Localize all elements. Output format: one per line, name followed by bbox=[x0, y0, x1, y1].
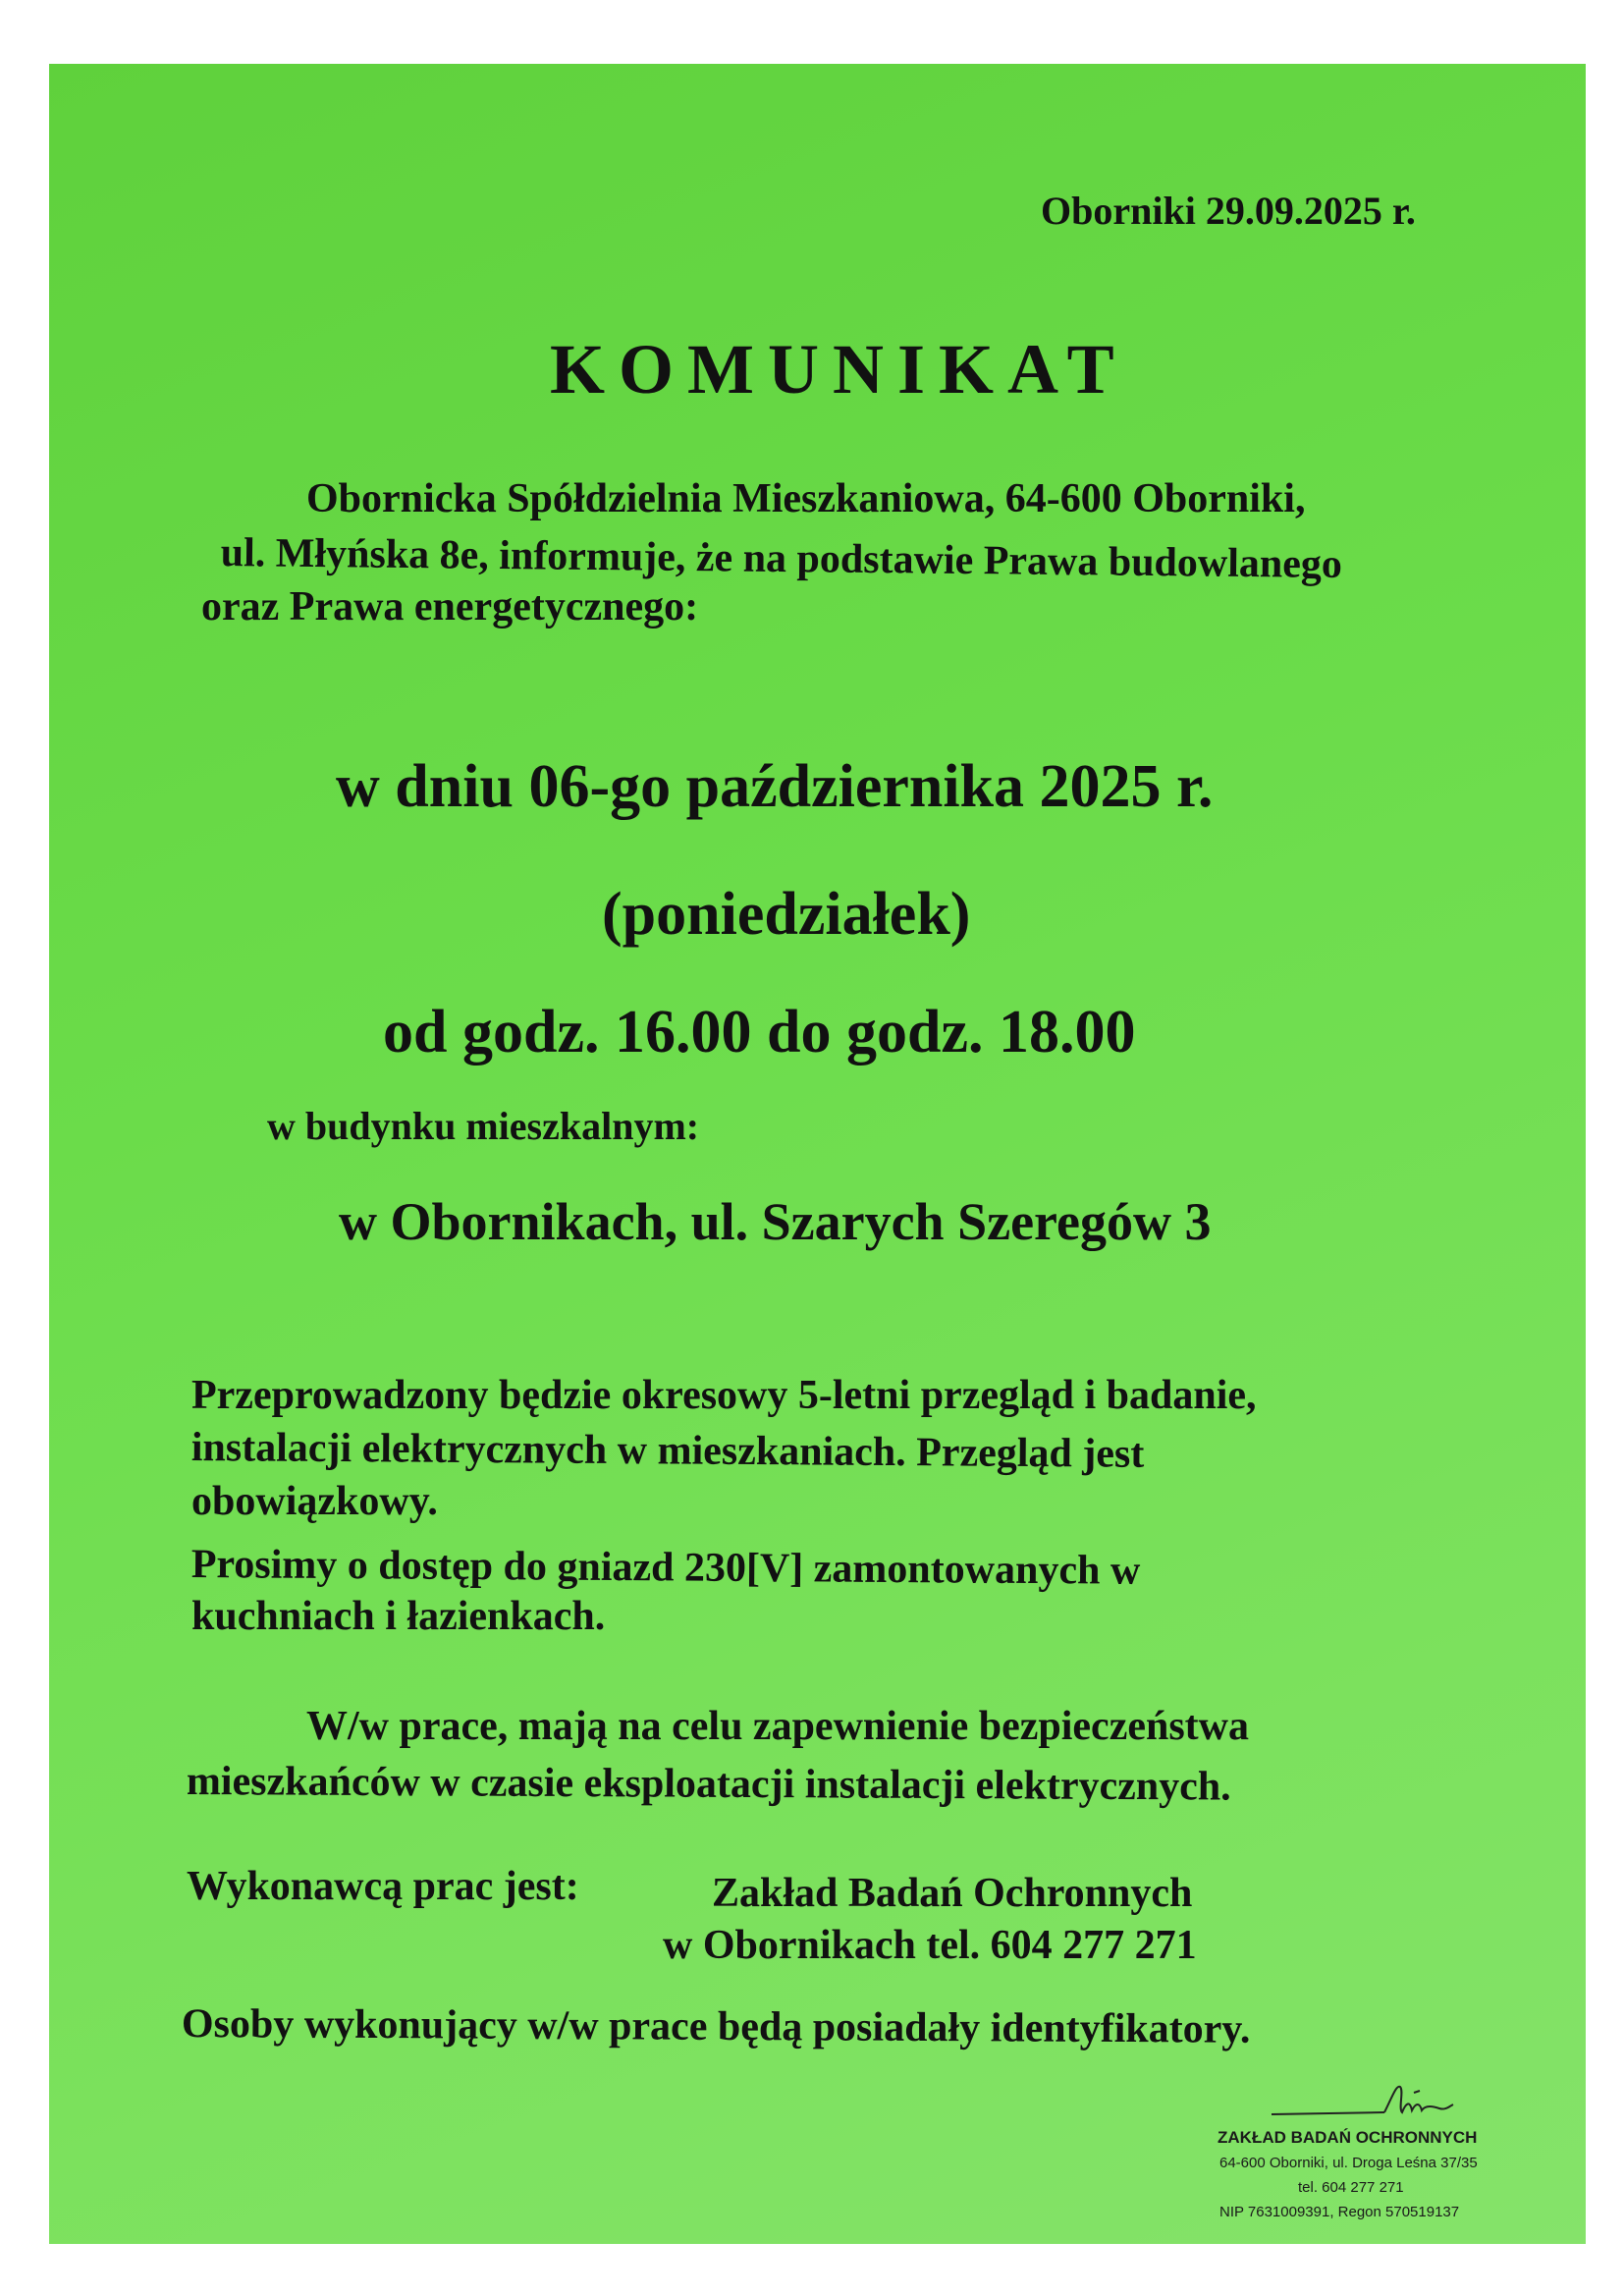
body-line: W/w prace, mają na celu zapewnienie bezpieczeństwa bbox=[306, 1704, 1249, 1749]
intro-line: Obornicka Spółdzielnia Mieszkaniowa, 64-600 Oborniki, bbox=[306, 476, 1306, 521]
signature-icon bbox=[1267, 2077, 1463, 2126]
body-line: Prosimy o dostęp do gniazd 230[V] zamontowanych w bbox=[190, 1542, 1141, 1594]
body-line: mieszkańców w czasie eksploatacji instalacji elektrycznych. bbox=[186, 1759, 1231, 1810]
intro-line: oraz Prawa energetycznego: bbox=[201, 584, 699, 629]
body-line: kuchniach i łazienkach. bbox=[191, 1594, 606, 1639]
intro-line: ul. Młyńska 8e, informuje, że na podstawie Prawa budowlanego bbox=[220, 530, 1343, 587]
contractor-name: Zakład Badań Ochronnych bbox=[712, 1871, 1193, 1916]
building-address: w Obornikach, ul. Szarych Szeregów 3 bbox=[339, 1192, 1212, 1251]
body-line: Przeprowadzony będzie okresowy 5-letni przegląd i badanie, bbox=[191, 1373, 1257, 1418]
green-notice-sheet bbox=[49, 64, 1586, 2244]
company-stamp bbox=[1178, 2077, 1551, 2244]
identification-note: Osoby wykonujący w/w prace będą posiadały identyfikatory. bbox=[181, 2001, 1251, 2052]
contractor-address-phone: w Obornikach tel. 604 277 271 bbox=[663, 1923, 1197, 1968]
body-line: instalacji elektrycznych w mieszkaniach. Przegląd jest bbox=[190, 1425, 1145, 1477]
stamp-phone: tel. 604 277 271 bbox=[1298, 2179, 1404, 2196]
contractor-label: Wykonawcą prac jest: bbox=[187, 1864, 579, 1909]
stamp-company: ZAKŁAD BADAŃ OCHRONNYCH bbox=[1218, 2128, 1478, 2147]
body-line: obowiązkowy. bbox=[191, 1479, 438, 1524]
document-title: KOMUNIKAT bbox=[550, 330, 1128, 409]
document-date: Oborniki 29.09.2025 r. bbox=[1041, 189, 1416, 233]
stamp-ids: NIP 7631009391, Regon 570519137 bbox=[1219, 2204, 1460, 2220]
inspection-weekday: (poniedziałek) bbox=[602, 881, 971, 948]
inspection-date: w dniu 06-go października 2025 r. bbox=[336, 753, 1214, 820]
inspection-hours: od godz. 16.00 do godz. 18.00 bbox=[383, 999, 1136, 1066]
building-label: w budynku mieszkalnym: bbox=[267, 1104, 700, 1148]
stamp-address: 64-600 Oborniki, ul. Droga Leśna 37/35 bbox=[1219, 2155, 1478, 2171]
